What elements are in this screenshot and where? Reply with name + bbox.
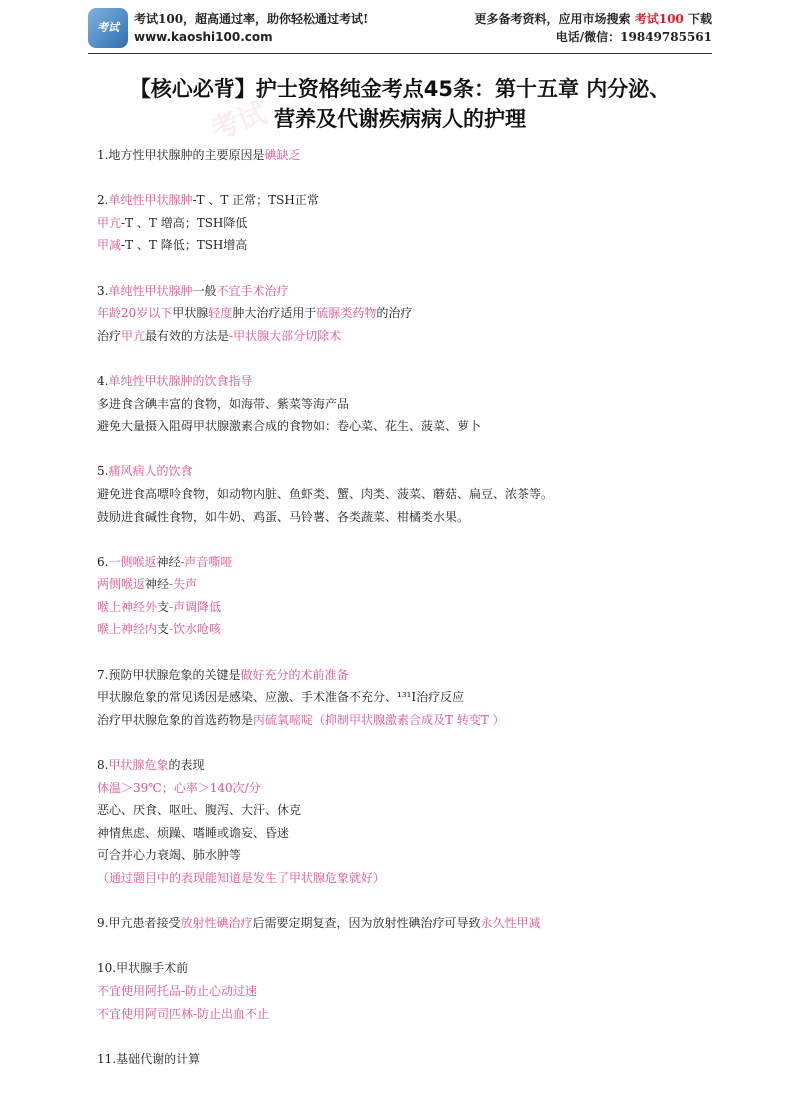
note-line: 11.基础代谢的计算 bbox=[97, 1051, 201, 1066]
note-line: 可合并心力衰竭、肺水肿等 bbox=[97, 848, 242, 863]
header-divider bbox=[88, 53, 712, 54]
note-line: 神情焦虑、烦躁、嗜睡或谵妄、昏迷 bbox=[97, 825, 290, 840]
note-line: 1.地方性甲状腺肿的主要原因是碘缺乏 bbox=[97, 148, 301, 162]
header-slogan: 考试100，超高通过率，助你轻松通过考试! bbox=[134, 12, 369, 26]
note-line: 2.单纯性甲状腺肿-T 、T 正常；TSH正常 bbox=[97, 193, 319, 208]
header-website[interactable]: www.kaoshi100.com bbox=[134, 30, 273, 44]
note-line: 6.一侧喉返神经-声音嘶哑 bbox=[97, 554, 233, 569]
note-line: （通过题目中的表现能知道是发生了甲状腺危象就好） bbox=[97, 871, 386, 885]
note-line: 5.痛风病人的饮食 bbox=[97, 464, 193, 479]
note-line: 甲减-T 、T 降低；TSH增高 bbox=[97, 238, 248, 253]
study-notes bbox=[97, 144, 717, 1070]
note-line: 8.甲状腺危象的表现 bbox=[97, 758, 205, 773]
note-line: 年龄20岁以下甲状腺轻度肿大治疗适用于硫脲类药物的治疗 bbox=[97, 306, 413, 321]
note-line: 治疗甲状腺危象的首选药物是丙硫氧嘧啶（抑制甲状腺激素合成及T 转变T ） bbox=[97, 712, 505, 727]
note-line: 4.单纯性甲状腺肿的饮食指导 bbox=[97, 373, 253, 388]
note-line: 多进食含碘丰富的食物，如海带、紫菜等海产品 bbox=[97, 396, 350, 411]
note-line: 体温＞39℃；心率＞140次/分 bbox=[97, 780, 261, 795]
note-line: 避免大量摄入阻碍甲状腺激素合成的食物如：卷心菜、花生、菠菜、萝卜 bbox=[97, 419, 482, 434]
header-right bbox=[475, 10, 712, 46]
page-title: 【核心必背】护士资格纯金考点45条：第十五章 内分泌、 营养及代谢疾病病人的护理 bbox=[129, 77, 671, 131]
note-line: 两侧喉返神经-失声 bbox=[97, 577, 198, 592]
kaoshi100-logo: 考试100 bbox=[88, 8, 128, 48]
note-line: 恶心、厌食、呕吐、腹泻、大汗、休克 bbox=[97, 803, 302, 818]
note-line: 治疗甲亢最有效的方法是-甲状腺大部分切除术 bbox=[97, 328, 342, 343]
header-contact: 电话/微信：19849785561 bbox=[555, 30, 712, 44]
header-left bbox=[134, 10, 368, 46]
note-line: 甲状腺危象的常见诱因是感染、应激、手术准备不充分、¹³¹I治疗反应 bbox=[97, 690, 465, 705]
note-line: 7.预防甲状腺危象的关键是做好充分的术前准备 bbox=[97, 667, 349, 682]
note-line: 甲亢-T 、T 增高；TSH降低 bbox=[97, 215, 248, 230]
note-line: 3.单纯性甲状腺肿一般不宜手术治疗 bbox=[97, 283, 289, 298]
note-line: 避免进食高嘌呤食物，如动物内脏、鱼虾类、蟹、肉类、菠菜、蘑菇、扁豆、浓茶等。 bbox=[97, 486, 554, 501]
note-line: 不宜使用阿托品-防止心动过速 bbox=[97, 983, 258, 998]
note-line: 10.甲状腺手术前 bbox=[97, 961, 189, 976]
page-header bbox=[88, 8, 712, 74]
note-line: 鼓励进食碱性食物，如牛奶、鸡蛋、马铃薯、各类蔬菜、柑橘类水果。 bbox=[97, 509, 470, 524]
watermark: 考试 bbox=[206, 96, 271, 147]
header-download-hint: 更多备考资料，应用市场搜索 考试100 下载 bbox=[474, 12, 712, 26]
note-line: 喉上神经内支-饮水呛咳 bbox=[97, 622, 222, 637]
note-line: 喉上神经外支-声调降低 bbox=[97, 599, 222, 614]
note-line: 9.甲亢患者接受放射性碘治疗后需要定期复查，因为放射性碘治疗可导致永久性甲减 bbox=[97, 916, 541, 931]
note-line: 不宜使用阿司匹林-防止出血不止 bbox=[97, 1006, 270, 1021]
brand-name: 考试100 bbox=[634, 12, 684, 26]
